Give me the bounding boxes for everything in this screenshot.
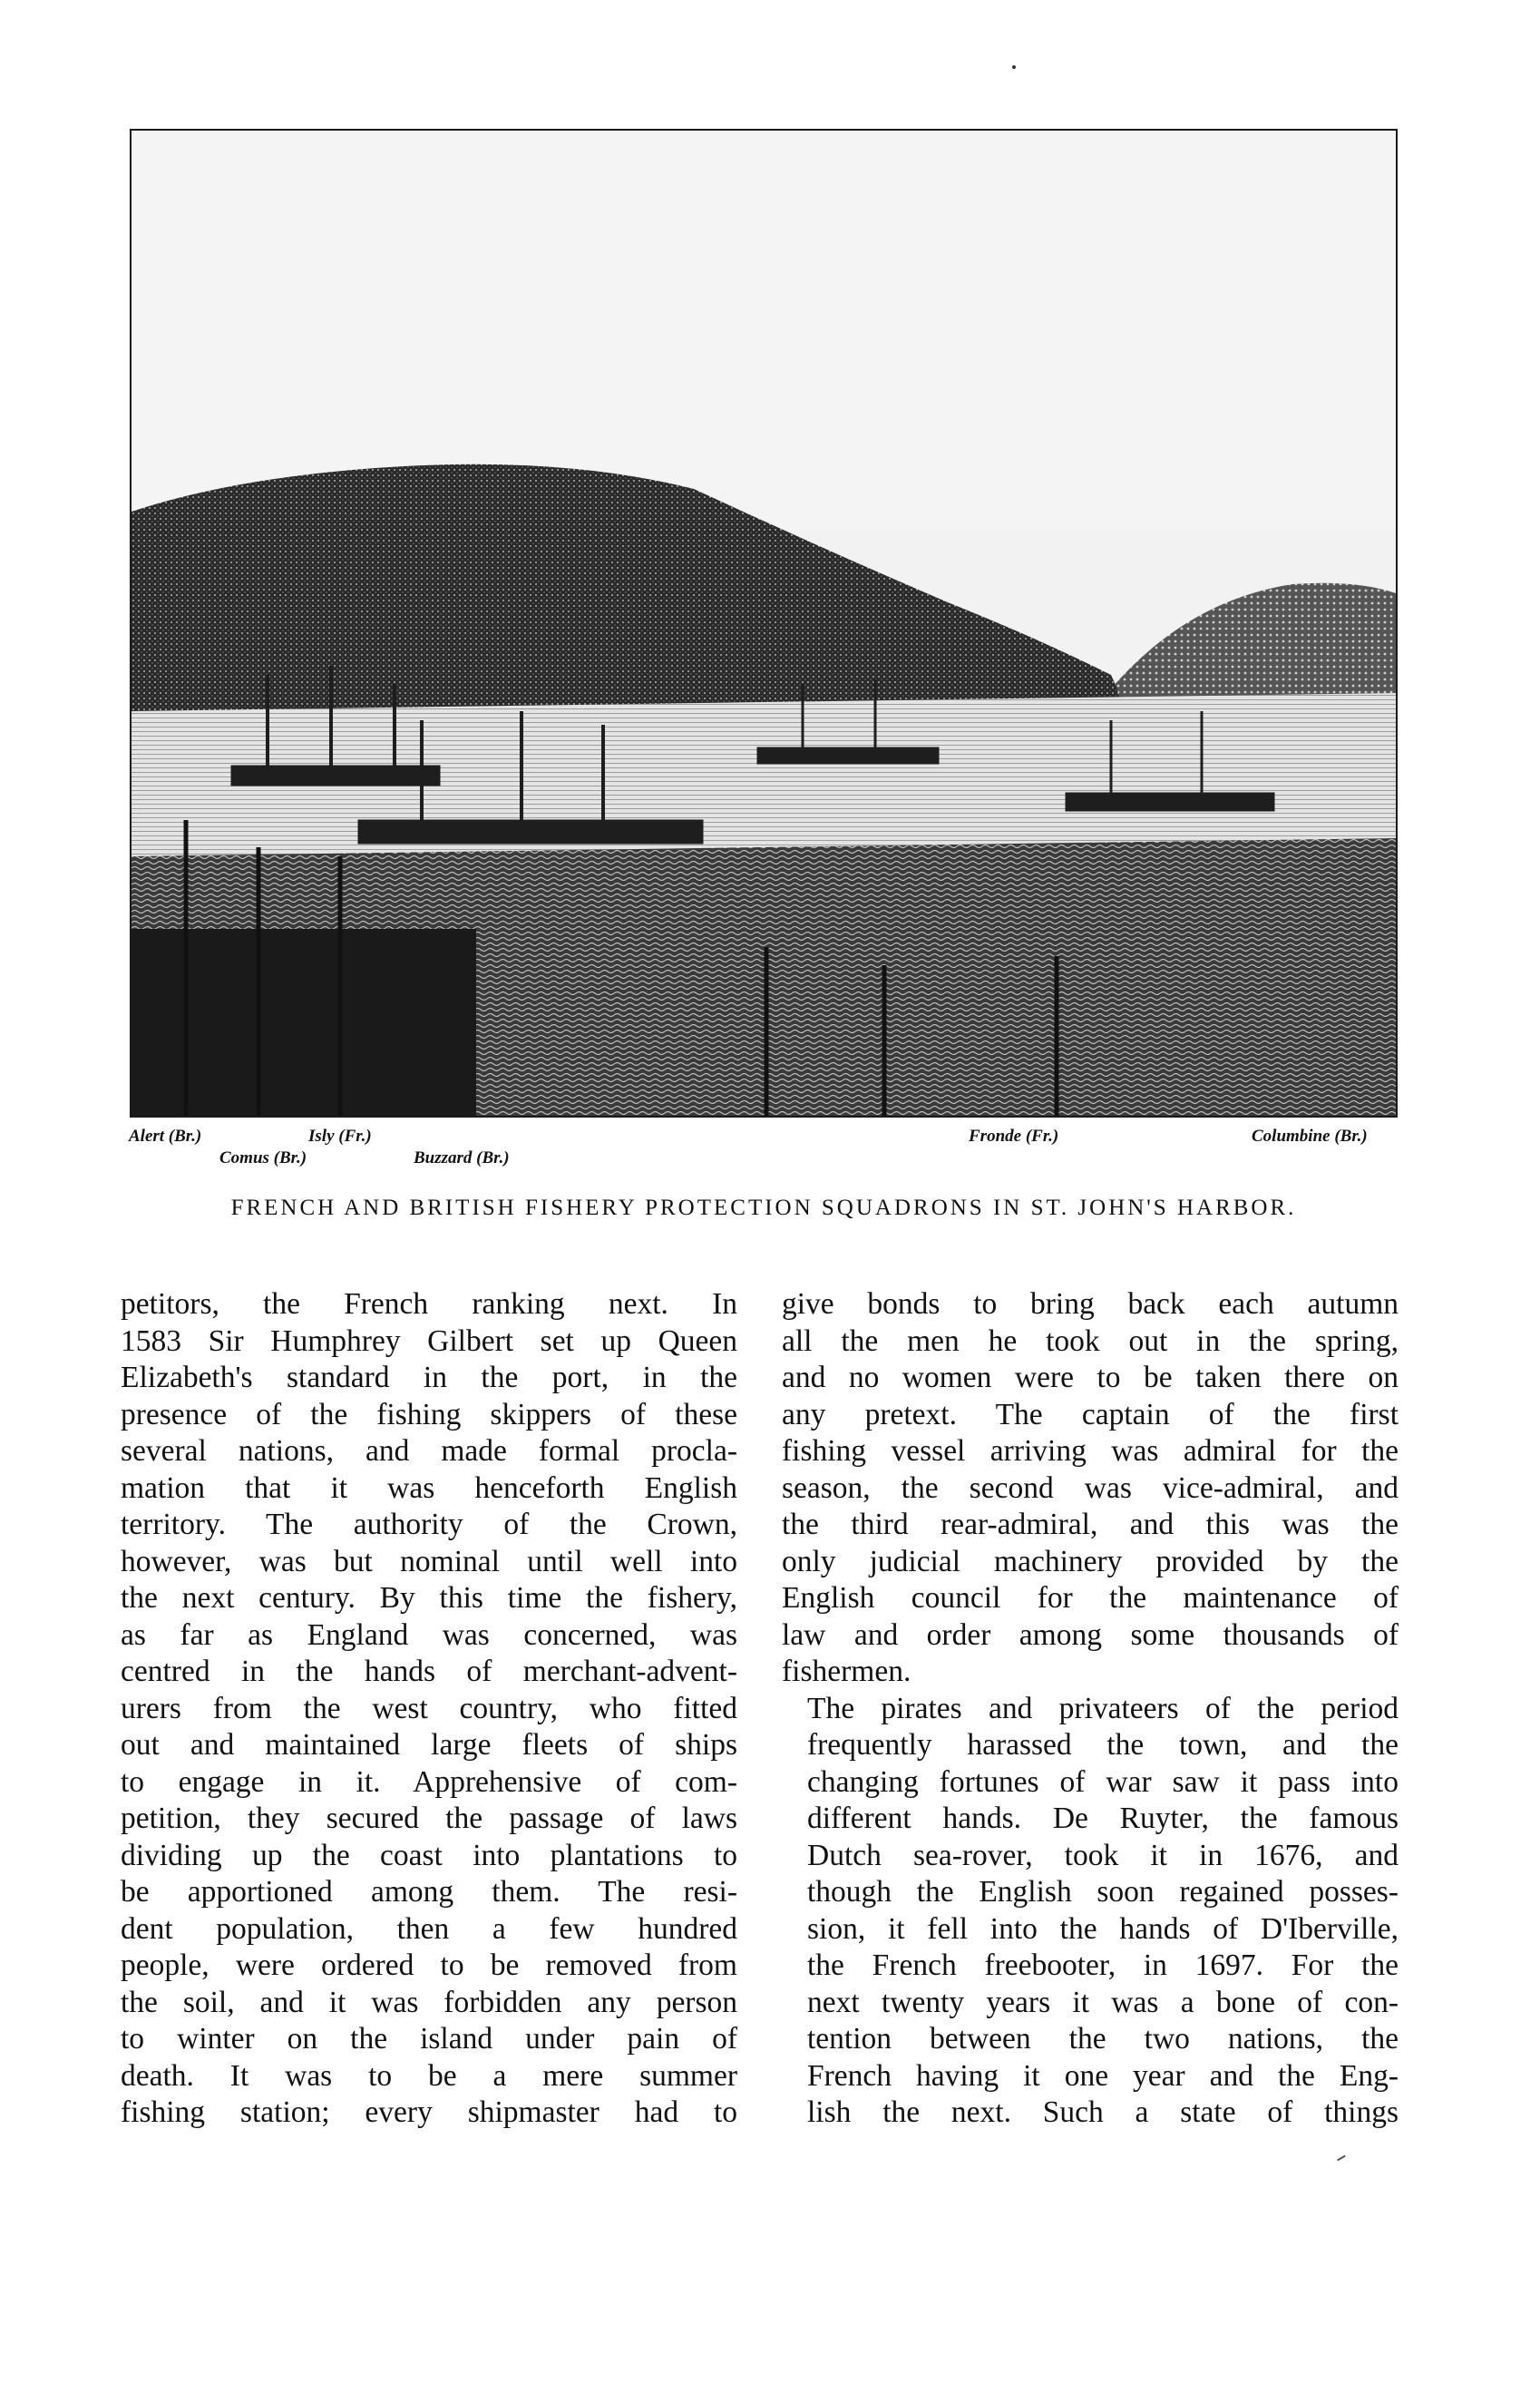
text-line: English council for the maintenance of: [782, 1581, 1399, 1615]
text-line: changing fortunes of war saw it pass into: [807, 1764, 1399, 1799]
text-line: frequently harassed the town, and the: [807, 1728, 1399, 1762]
text-line: next twenty years it was a bone of con-: [807, 1985, 1399, 2019]
vessel-label: Fronde (Fr.): [969, 1127, 1059, 1146]
vessel-label: Buzzard (Br.): [414, 1148, 510, 1167]
text-line: only judicial machinery provided by the: [782, 1544, 1399, 1578]
text-line: people, were ordered to be removed from: [121, 1948, 737, 1982]
text-line: season, the second was vice-admiral, and: [782, 1470, 1399, 1505]
text-line: petition, they secured the passage of laws: [121, 1802, 737, 1835]
text-line: to winter on the island under pain of: [121, 2022, 737, 2056]
vessel-labels: [118, 1123, 1406, 1187]
text-line: be apportioned among them. The resi-: [121, 1875, 737, 1909]
text-line: to engage in it. Apprehensive of com-: [121, 1764, 737, 1799]
text-line: several nations, and made formal procla-: [121, 1434, 737, 1468]
text-line: give bonds to bring back each autumn: [782, 1287, 1399, 1321]
illustration-caption: FRENCH AND BRITISH FISHERY PROTECTION SQUADRONS IN ST. JOHN'S HARBOR.: [230, 1196, 1297, 1220]
text-line: centred in the hands of merchant-advent-: [121, 1655, 737, 1688]
text-line: fishing station; every shipmaster had to: [121, 2095, 737, 2129]
text-column-right: [782, 1286, 1399, 2132]
text-line: Elizabeth's standard in the port, in the: [121, 1361, 737, 1394]
text-line: the soil, and it was forbidden any person: [121, 1985, 737, 2019]
text-line: fishing vessel arriving was admiral for the: [782, 1434, 1399, 1468]
text-line: fishermen.: [782, 1655, 911, 1688]
text-line: all the men he took out in the spring,: [782, 1323, 1399, 1358]
text-line: petitors, the French ranking next. In: [121, 1287, 737, 1321]
text-line: dividing up the coast into plantations to: [121, 1838, 737, 1872]
text-line: French having it one year and the Eng-: [807, 2058, 1399, 2093]
text-line: the French freebooter, in 1697. For the: [807, 1948, 1399, 1982]
paragraph: [121, 1286, 737, 2132]
text-line: law and order among some thousands of: [782, 1617, 1399, 1652]
text-line: the third rear-admiral, and this was the: [782, 1508, 1399, 1541]
text-line: tention between the two nations, the: [807, 2022, 1399, 2056]
text-line: urers from the west country, who fitted: [121, 1691, 737, 1725]
vessel-label: Columbine (Br.): [1252, 1127, 1368, 1146]
margin-mark: [1337, 2155, 1346, 2162]
text-line: 1583 Sir Humphrey Gilbert set up Queen: [121, 1323, 737, 1358]
printer-mark: [1012, 65, 1016, 69]
text-line: however, was but nominal until well into: [121, 1544, 737, 1578]
text-line: though the English soon regained posses-: [807, 1875, 1399, 1909]
text-line: the next century. By this time the fishery,: [121, 1581, 737, 1615]
text-line: presence of the fishing skippers of these: [121, 1397, 737, 1431]
text-line: mation that it was henceforth English: [121, 1470, 737, 1505]
vessel-label: Comus (Br.): [219, 1148, 307, 1167]
text-line: lish the next. Such a state of things: [807, 2095, 1399, 2129]
vessel-label: Alert (Br.): [129, 1127, 202, 1146]
text-line: dent population, then a few hundred: [121, 1911, 737, 1946]
vessel-label: Isly (Fr.): [308, 1127, 372, 1146]
text-column-left: [121, 1286, 737, 2132]
text-line: sion, it fell into the hands of D'Iberville,: [807, 1911, 1399, 1946]
text-line: death. It was to be a mere summer: [121, 2058, 737, 2093]
text-line: Dutch sea-rover, took it in 1676, and: [807, 1838, 1399, 1872]
harbor-engraving: [132, 131, 1396, 1116]
paragraph: [782, 1286, 1399, 1691]
text-line: The pirates and privateers of the period: [807, 1691, 1399, 1725]
text-line: territory. The authority of the Crown,: [121, 1508, 737, 1541]
text-line: out and maintained large fleets of ships: [121, 1728, 737, 1762]
text-line: and no women were to be taken there on: [782, 1361, 1399, 1394]
harbor-illustration: [130, 129, 1398, 1118]
text-line: different hands. De Ruyter, the famous: [807, 1802, 1399, 1835]
text-line: any pretext. The captain of the first: [782, 1397, 1399, 1431]
paragraph: [782, 1691, 1399, 2132]
text-line: as far as England was concerned, was: [121, 1617, 737, 1652]
